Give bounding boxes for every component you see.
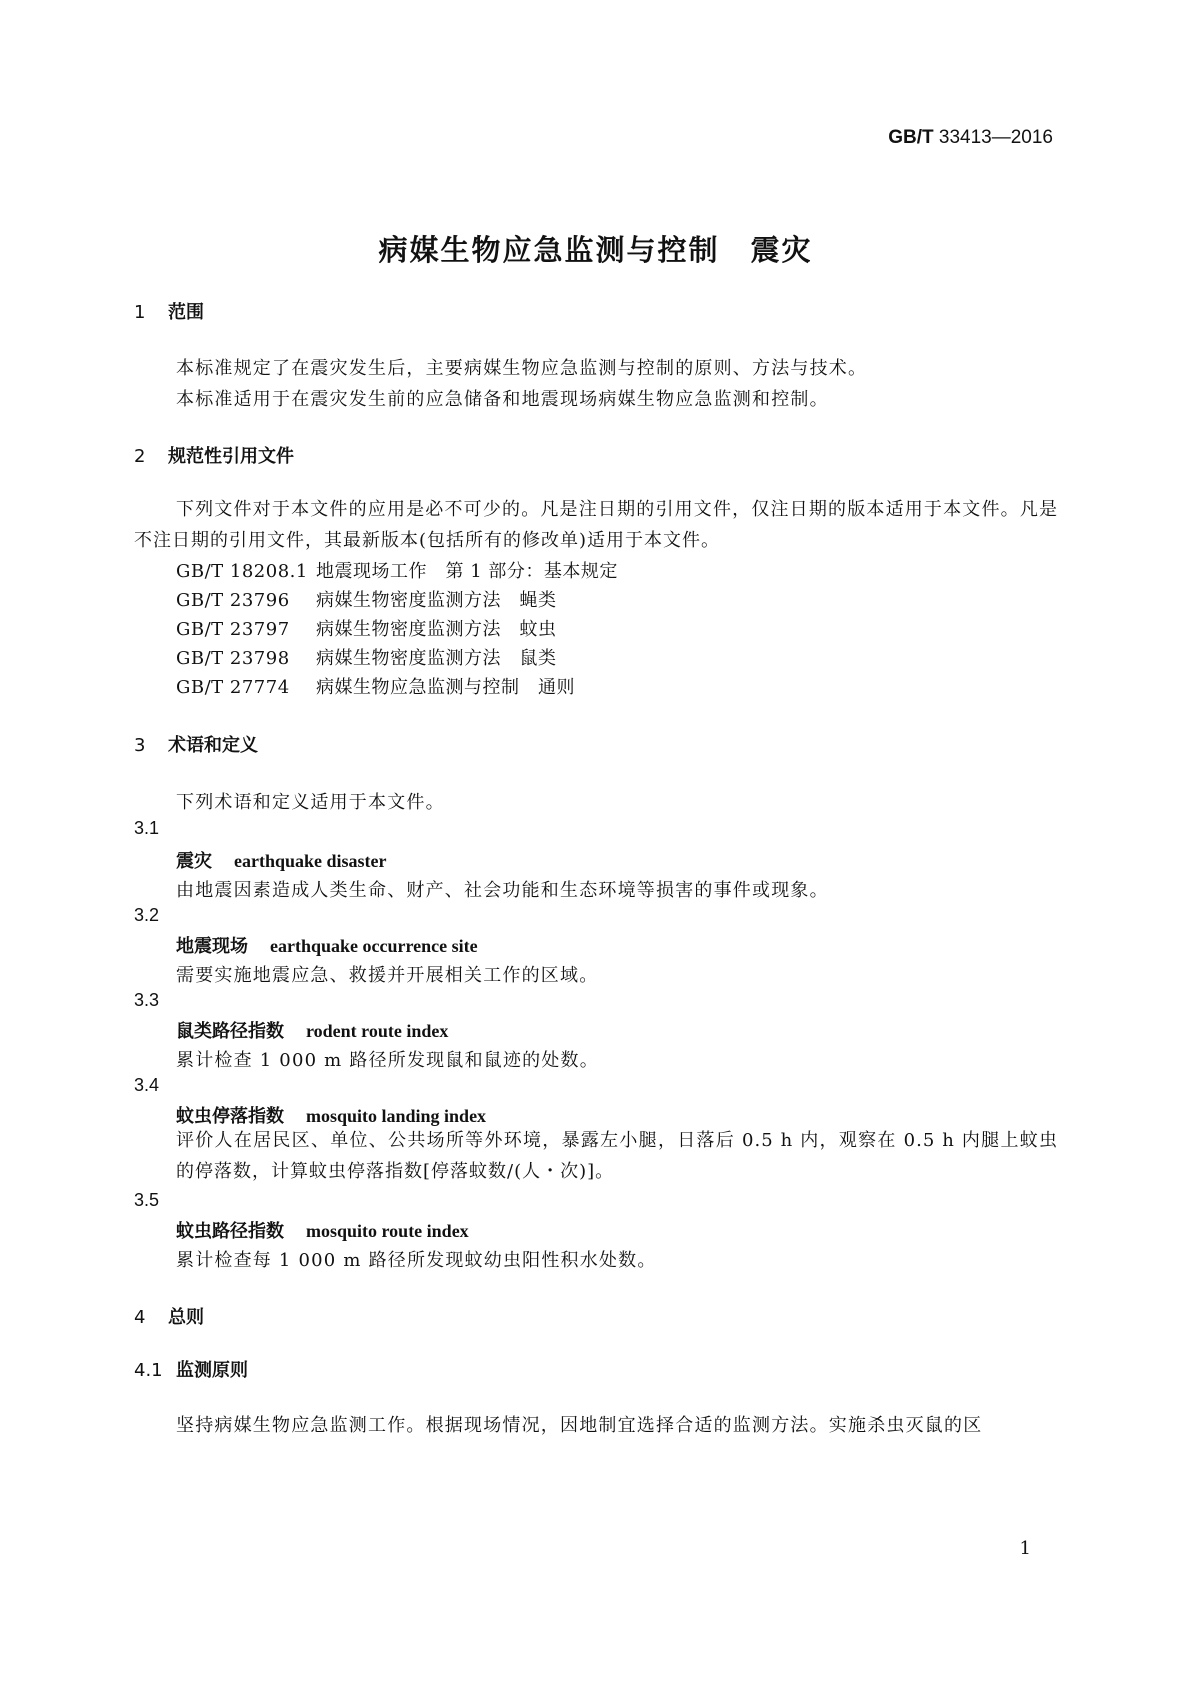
term-definition: 累计检查每 1 000 m 路径所发现蚊幼虫阳性积水处数。 <box>176 1250 657 1271</box>
standard-code: 33413—2016 <box>938 127 1053 148</box>
section-title: 范围 <box>168 302 204 323</box>
term-definition: 累计检查 1 000 m 路径所发现鼠和鼠迹的处数。 <box>176 1050 599 1071</box>
term-zh: 震灾 <box>176 851 212 872</box>
term-definition <box>134 1125 1058 1187</box>
term-number: 3.3 <box>134 990 160 1010</box>
reference-title: 病媒生物密度监测方法 蝇类 <box>316 590 557 611</box>
reference-title: 病媒生物密度监测方法 蚊虫 <box>316 619 557 640</box>
term-number: 3.5 <box>134 1190 160 1210</box>
references-intro: 下列文件对于本文件的应用是必不可少的。凡是注日期的引用文件，仅注日期的版本适用于本文件。凡是不注日期的引用文件，其最新版本(包括所有的修改单)适用于本文件。 <box>134 499 1058 551</box>
term-definition: 需要实施地震应急、救援并开展相关工作的区域。 <box>176 965 599 986</box>
section-title: 术语和定义 <box>168 735 258 756</box>
scope-paragraph-1: 本标准规定了在震灾发生后，主要病媒生物应急监测与控制的原则、方法与技术。 <box>176 358 868 379</box>
term-definition: 由地震因素造成人类生命、财产、社会功能和生态环境等损害的事件或现象。 <box>176 880 829 901</box>
term-number: 3.4 <box>134 1075 160 1095</box>
section-number: 1 <box>134 302 146 323</box>
section-4-heading <box>134 1303 204 1329</box>
terms-intro: 下列术语和定义适用于本文件。 <box>176 792 445 813</box>
section-title: 总则 <box>168 1307 204 1328</box>
section-number: 4 <box>134 1307 146 1328</box>
reference-item <box>176 673 575 699</box>
standard-number <box>888 127 1053 149</box>
section-title: 规范性引用文件 <box>168 446 294 467</box>
term-en: mosquito route index <box>306 1221 469 1241</box>
term-zh: 蚊虫路径指数 <box>176 1221 284 1242</box>
document-title: 病媒生物应急监测与控制 震灾 <box>378 233 813 267</box>
term-en: earthquake disaster <box>234 851 387 871</box>
term-definition-text: 评价人在居民区、单位、公共场所等外环境，暴露左小腿，日落后 0.5 h 内，观察在 0.5 h 内腿上蚊虫的停落数，计算蚊虫停落指数[停落蚊数/(人・次)]。 <box>176 1130 1058 1182</box>
page-number: 1 <box>1019 1538 1031 1559</box>
term-en: earthquake occurrence site <box>270 936 478 956</box>
standard-prefix: GB/T <box>888 127 934 148</box>
term-heading <box>176 847 387 873</box>
term-en: mosquito landing index <box>306 1106 487 1126</box>
reference-title: 地震现场工作 第 1 部分：基本规定 <box>316 561 618 582</box>
monitoring-principle-paragraph: 坚持病媒生物应急监测工作。根据现场情况，因地制宜选择合适的监测方法。实施杀虫灭鼠的区 <box>176 1415 983 1436</box>
section-number: 2 <box>134 446 146 467</box>
term-number: 3.2 <box>134 905 160 925</box>
term-zh: 地震现场 <box>176 936 248 957</box>
term-heading <box>176 1217 469 1243</box>
term-heading <box>176 1017 448 1043</box>
subsection-4-1-heading <box>134 1356 248 1382</box>
subsection-number: 4.1 <box>134 1360 163 1381</box>
section-number: 3 <box>134 735 146 756</box>
reference-item <box>176 557 618 583</box>
scope-paragraph-2: 本标准适用于在震灾发生前的应急储备和地震现场病媒生物应急监测和控制。 <box>176 389 829 410</box>
reference-code: GB/T 23798 <box>176 648 290 669</box>
reference-item <box>176 586 557 612</box>
term-heading <box>176 932 478 958</box>
reference-code: GB/T 18208.1 <box>176 561 308 582</box>
reference-title: 病媒生物密度监测方法 鼠类 <box>316 648 557 669</box>
reference-item <box>176 615 557 641</box>
term-en: rodent route index <box>306 1021 449 1041</box>
section-1-heading <box>134 298 204 324</box>
term-number: 3.1 <box>134 818 160 838</box>
term-zh: 蚊虫停落指数 <box>176 1106 284 1127</box>
section-2-heading <box>134 442 294 468</box>
reference-code: GB/T 27774 <box>176 677 290 698</box>
subsection-title: 监测原则 <box>176 1360 248 1381</box>
reference-item <box>176 644 557 670</box>
section-3-heading <box>134 731 258 757</box>
term-zh: 鼠类路径指数 <box>176 1021 284 1042</box>
reference-title: 病媒生物应急监测与控制 通则 <box>316 677 575 698</box>
reference-code: GB/T 23797 <box>176 619 290 640</box>
reference-code: GB/T 23796 <box>176 590 290 611</box>
